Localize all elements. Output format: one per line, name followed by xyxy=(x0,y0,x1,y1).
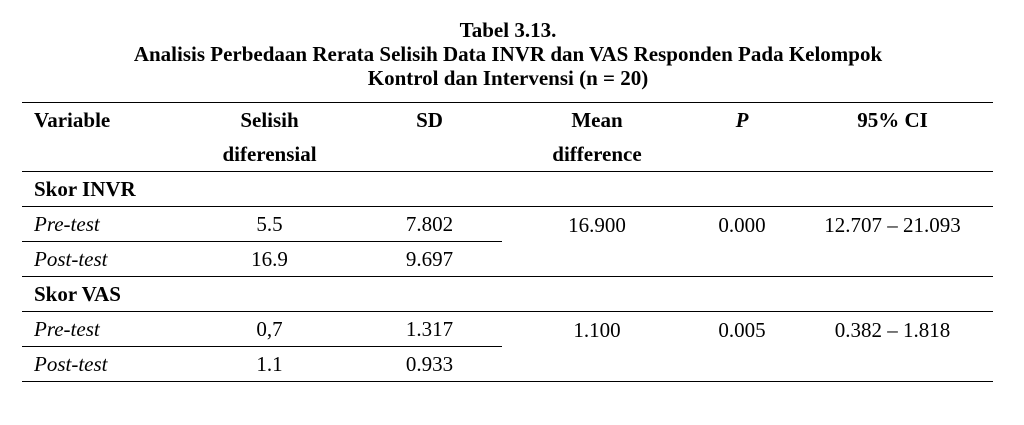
table-title-line-1: Analisis Perbedaan Rerata Selisih Data INVR dan VAS Responden Pada Kelompok xyxy=(133,42,883,66)
selisih-value: 5.5 xyxy=(182,207,357,242)
header-row xyxy=(22,103,993,138)
group-row xyxy=(22,172,993,207)
header-sd: SD xyxy=(357,103,502,138)
header-selisih: Selisih xyxy=(182,103,357,138)
p-value: 0.000 xyxy=(692,207,792,277)
selisih-value: 0,7 xyxy=(182,312,357,347)
row-label: Post-test xyxy=(22,347,182,382)
sd-value: 0.933 xyxy=(357,347,502,382)
results-table xyxy=(22,102,993,382)
row-label: Pre-test xyxy=(22,207,182,242)
header-row-2 xyxy=(22,137,993,172)
sd-value: 9.697 xyxy=(357,242,502,277)
header-mean-cont: difference xyxy=(502,137,692,172)
p-value: 0.005 xyxy=(692,312,792,382)
mean-difference-value: 1.100 xyxy=(502,312,692,382)
mean-difference-value: 16.900 xyxy=(502,207,692,277)
table-title-line-2: Kontrol dan Intervensi (n = 20) xyxy=(367,66,649,90)
ci-value: 0.382 – 1.818 xyxy=(792,312,993,382)
header-ci: 95% CI xyxy=(792,103,993,138)
table-row xyxy=(22,207,993,242)
table-caption xyxy=(0,18,1016,90)
ci-value: 12.707 – 21.093 xyxy=(792,207,993,277)
header-selisih-cont: diferensial xyxy=(182,137,357,172)
header-mean: Mean xyxy=(502,103,692,138)
sd-value: 7.802 xyxy=(357,207,502,242)
group-row xyxy=(22,277,993,312)
header-p: P xyxy=(692,103,792,138)
row-label: Pre-test xyxy=(22,312,182,347)
table-row xyxy=(22,312,993,347)
row-label: Post-test xyxy=(22,242,182,277)
selisih-value: 16.9 xyxy=(182,242,357,277)
selisih-value: 1.1 xyxy=(182,347,357,382)
group-label: Skor INVR xyxy=(22,172,993,207)
header-variable: Variable xyxy=(22,103,182,138)
table-number: Tabel 3.13. xyxy=(459,18,557,42)
group-label: Skor VAS xyxy=(22,277,993,312)
sd-value: 1.317 xyxy=(357,312,502,347)
